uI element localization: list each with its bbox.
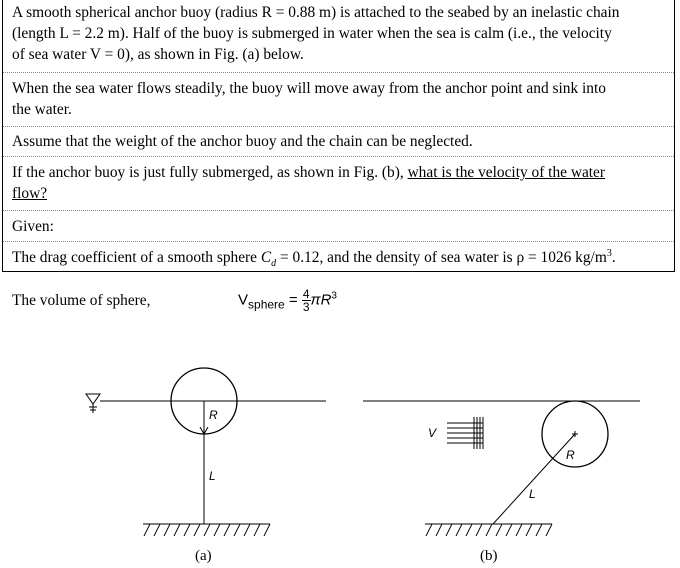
velocity-label: V — [428, 426, 437, 440]
flow-line-1: When the sea water flows steadily, the buoy will move away from the anchor point and sink into — [12, 80, 606, 97]
seabed-hatch-a — [144, 524, 270, 536]
volume-label: The volume of sphere, — [12, 292, 151, 309]
paragraph-assumption: Assume that the weight of the anchor buoy and the chain can be neglected. — [12, 133, 473, 150]
figure-b — [363, 401, 640, 564]
flow-velocity-arrows — [447, 417, 483, 449]
cd-symbol: C — [260, 249, 272, 266]
chain-label-b: L — [529, 487, 536, 501]
given-label: Given: — [12, 218, 54, 235]
sphere-volume-formula: $V_{sphere}$ = $\frac{4}{3}$ $\pi R^3$ — [238, 287, 337, 314]
water-level-symbol — [86, 394, 100, 413]
chain-b — [493, 434, 575, 524]
seabed-hatch-b — [426, 524, 552, 536]
caption-a: (a) — [195, 548, 212, 564]
radius-label-a: R — [209, 408, 218, 422]
question-text: If the anchor buoy is just fully submerged, as shown in Fig. (b), — [12, 164, 408, 181]
fraction-four-thirds: $\frac{4}{3}$ — [302, 287, 310, 314]
given-values: The drag coefficient of a smooth sphere $C_d = 0.12$, and the density of sea water is ρ = 1026 $kg/m^3$. — [12, 247, 616, 270]
question-underlined-2: flow? — [12, 185, 48, 202]
question-underlined-1: what is the velocity of the water — [407, 164, 606, 181]
setup-line-1: A smooth spherical anchor buoy (radius R = 0.88 m) is attached to the seabed by an inelastic chain — [12, 4, 620, 21]
density-value: ρ = 1026 kg/m — [516, 249, 607, 266]
figure-a — [86, 368, 326, 564]
caption-b: (b) — [480, 548, 498, 564]
flow-line-2: the water. — [12, 101, 72, 118]
radius-label-b: R — [566, 448, 575, 462]
setup-line-2: (length L = 2.2 m). Half of the buoy is submerged in water when the sea is calm (i.e., the velocity — [12, 25, 612, 42]
chain-label-a: L — [209, 469, 216, 483]
setup-line-3: of sea water V = 0), as shown in Fig. (a) below. — [12, 46, 304, 63]
